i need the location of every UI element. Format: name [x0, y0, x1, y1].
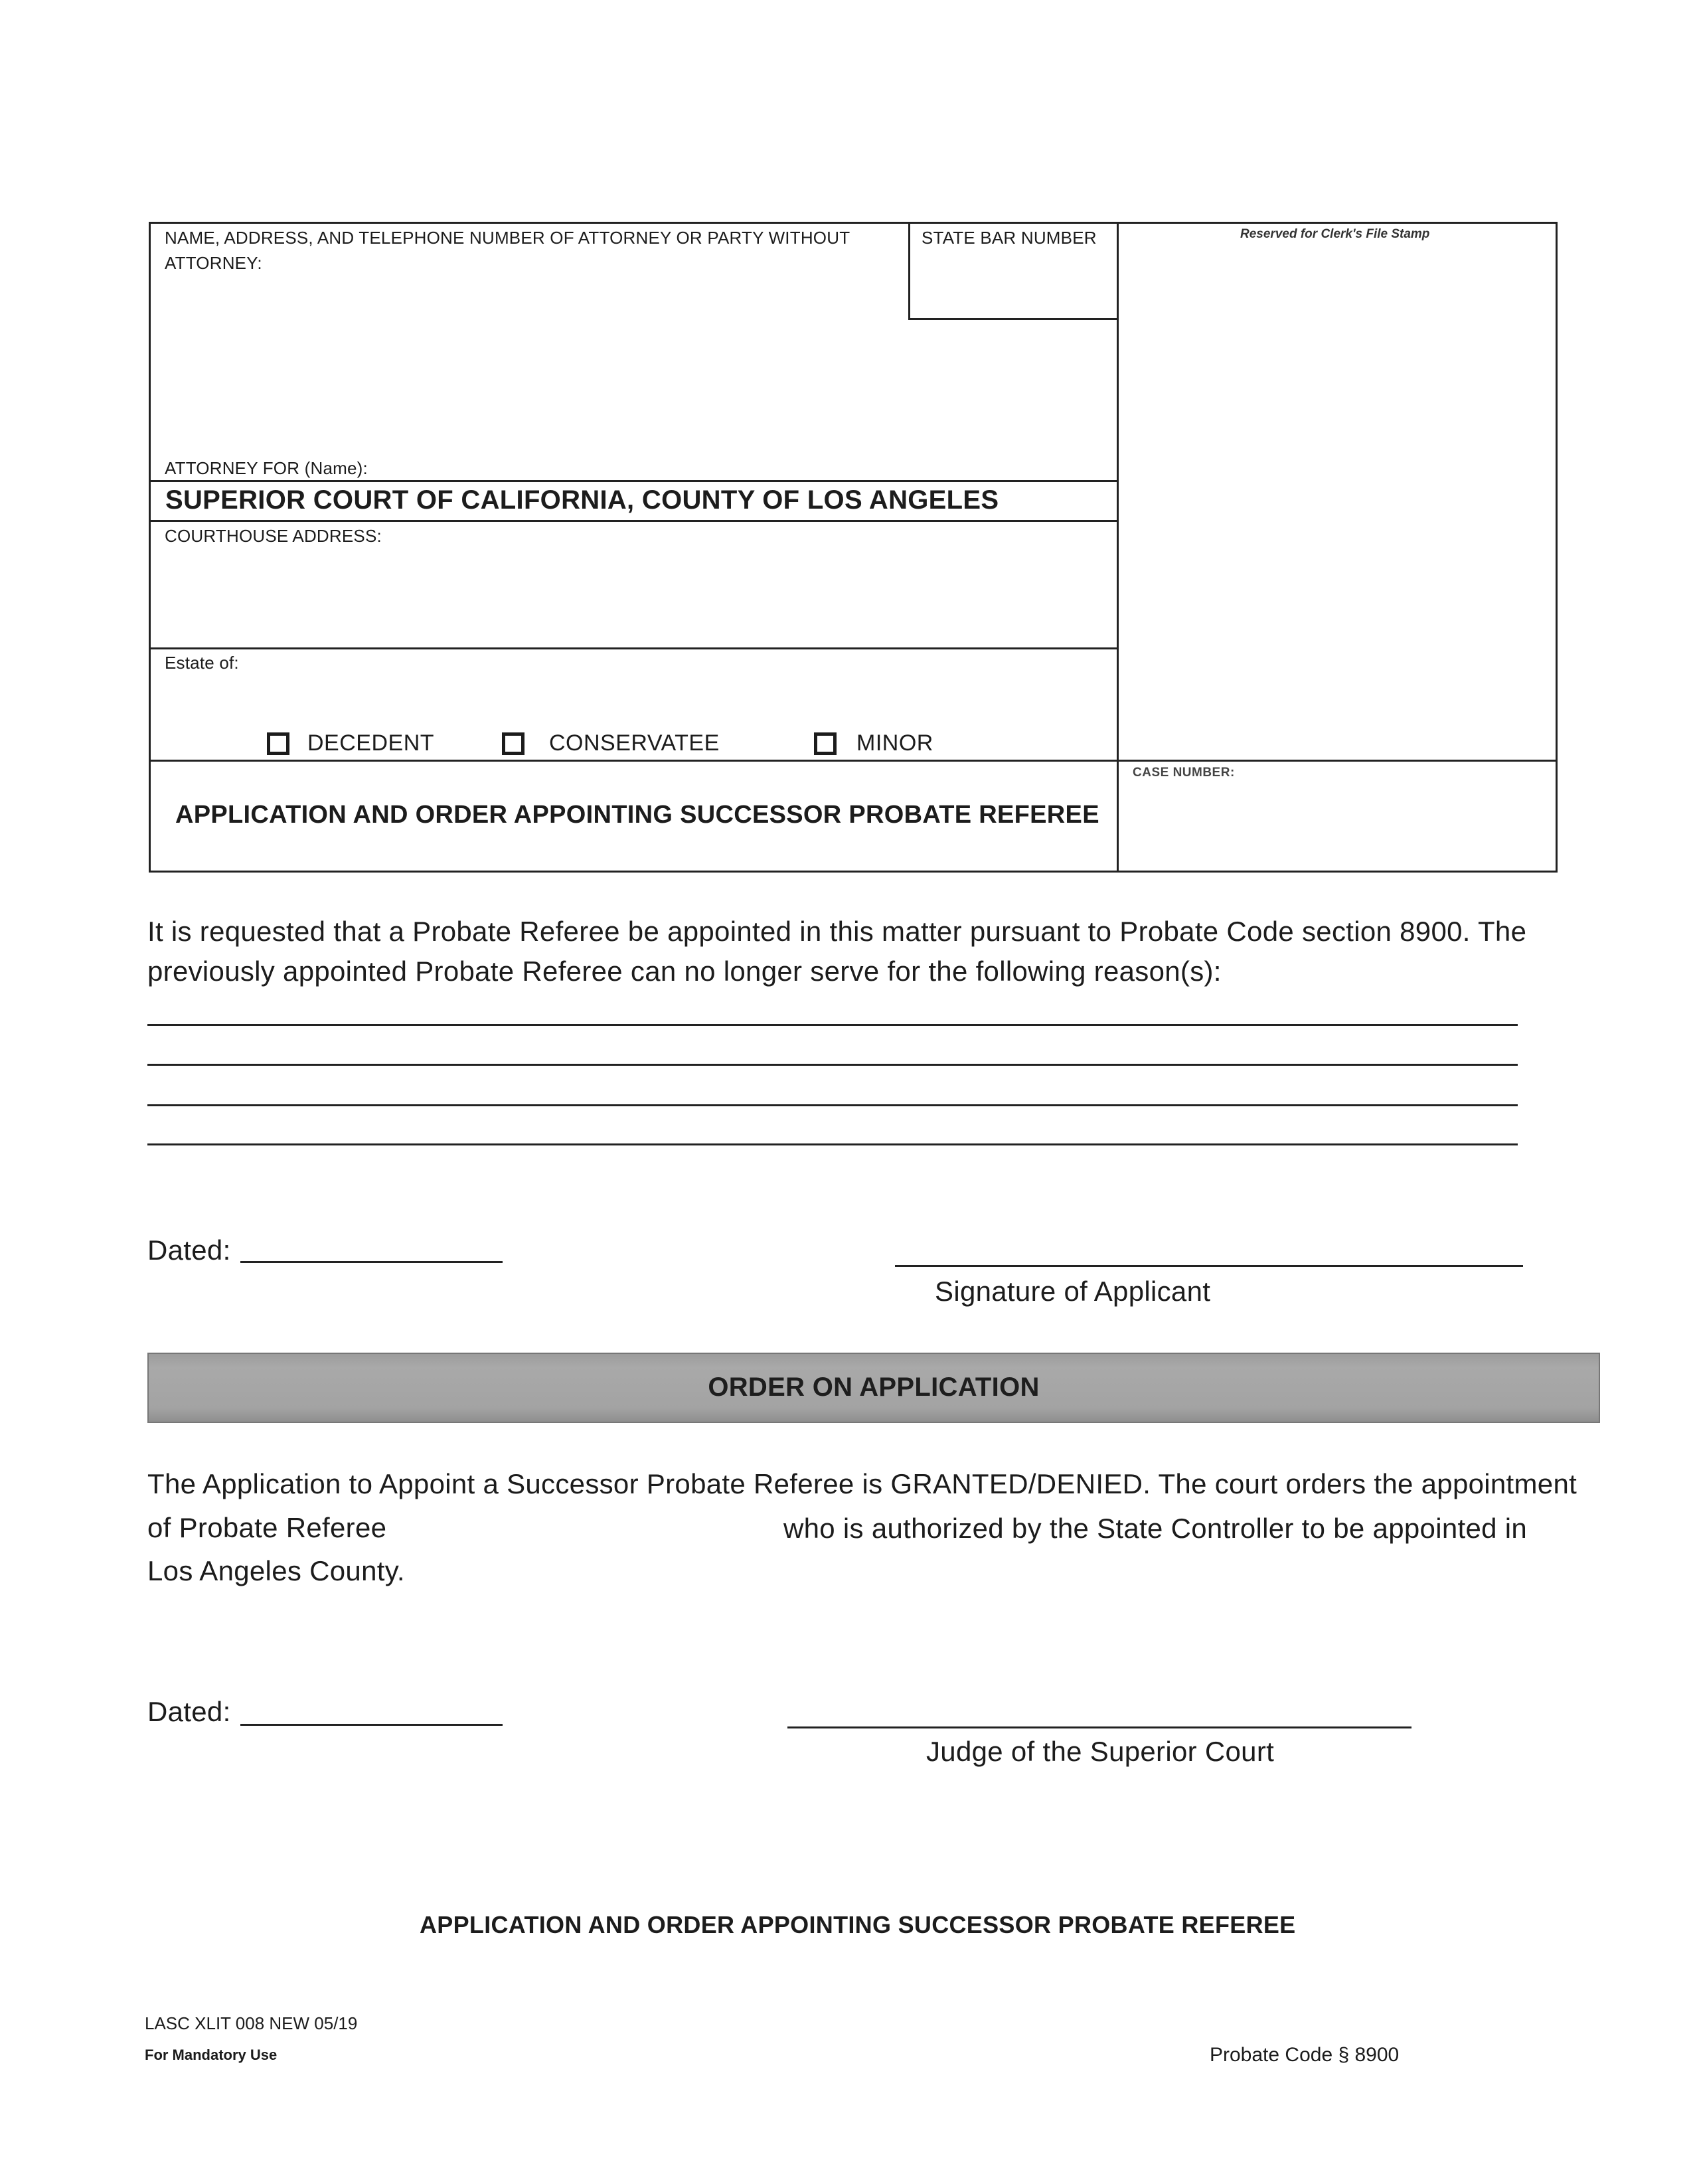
state-bar-box-bottom — [908, 318, 1118, 320]
reason-line-1[interactable] — [147, 1024, 1518, 1026]
order-text-line3: Los Angeles County. — [147, 1555, 405, 1586]
case-number-label: CASE NUMBER: — [1133, 766, 1235, 780]
order-text-line1: The Application to Appoint a Successor Probate Referee is GRANTED/DENIED. The court orders the appointment — [147, 1468, 1577, 1499]
decedent-label: DECEDENT — [307, 730, 435, 756]
attorney-label: NAME, ADDRESS, AND TELEPHONE NUMBER OF ATTORNEY OR PARTY WITHOUT ATTORNEY: — [165, 228, 850, 273]
request-text: It is requested that a Probate Referee be appointed in this matter pursuant to Probate Code section 8900. The previously appointed Probate Referee can no longer serve for the following reason(s): — [147, 916, 1527, 987]
attorney-for-label: ATTORNEY FOR (Name): — [165, 458, 368, 478]
order-header-band — [147, 1353, 1600, 1423]
rule-below-court — [149, 520, 1118, 522]
applicant-signature-line[interactable] — [895, 1265, 1523, 1267]
caption-right-border — [1556, 222, 1558, 873]
conservatee-label: CONSERVATEE — [549, 730, 720, 756]
order-dated-line[interactable] — [240, 1724, 503, 1726]
caption-bottom-border — [149, 871, 1558, 873]
reason-line-3[interactable] — [147, 1104, 1518, 1106]
judge-signature-line[interactable] — [787, 1726, 1411, 1728]
reason-line-4[interactable] — [147, 1143, 1518, 1145]
rule-above-title — [149, 760, 1558, 762]
conservatee-checkbox[interactable] — [502, 732, 524, 755]
applicant-signature-label: Signature of Applicant — [935, 1276, 1211, 1307]
code-reference: Probate Code § 8900 — [1210, 2044, 1400, 2066]
rule-below-address — [149, 647, 1118, 649]
form-number: LASC XLIT 008 NEW 05/19 — [145, 2013, 358, 2033]
judge-signature-label: Judge of the Superior Court — [926, 1736, 1275, 1767]
minor-label: MINOR — [856, 730, 933, 756]
application-dated-label: Dated: — [147, 1234, 231, 1266]
order-dated-label: Dated: — [147, 1696, 231, 1727]
caption-top-border — [149, 222, 1558, 224]
application-dated-line[interactable] — [240, 1261, 503, 1263]
court-name: SUPERIOR COURT OF CALIFORNIA, COUNTY OF LOS ANGELES — [165, 485, 999, 515]
state-bar-box-left — [908, 222, 910, 320]
minor-checkbox[interactable] — [814, 732, 837, 755]
order-text-line2-left: of Probate Referee — [147, 1512, 387, 1543]
footer-title: APPLICATION AND ORDER APPOINTING SUCCESSOR PROBATE REFEREE — [420, 1911, 1296, 1938]
document-title: APPLICATION AND ORDER APPOINTING SUCCESSOR PROBATE REFEREE — [175, 801, 1099, 829]
reason-line-2[interactable] — [147, 1064, 1518, 1066]
state-bar-label: STATE BAR NUMBER — [922, 228, 1097, 248]
clerk-stamp-label: Reserved for Clerk's File Stamp — [1240, 227, 1430, 241]
estate-of-label: Estate of: — [165, 653, 239, 673]
courthouse-address-label: COURTHOUSE ADDRESS: — [165, 526, 382, 546]
order-header: ORDER ON APPLICATION — [708, 1373, 1040, 1402]
order-text-line2-right: who is authorized by the State Controller to be appointed in — [783, 1513, 1528, 1544]
mandatory-use: For Mandatory Use — [145, 2047, 278, 2063]
caption-left-border — [149, 222, 151, 873]
decedent-checkbox[interactable] — [267, 732, 289, 755]
